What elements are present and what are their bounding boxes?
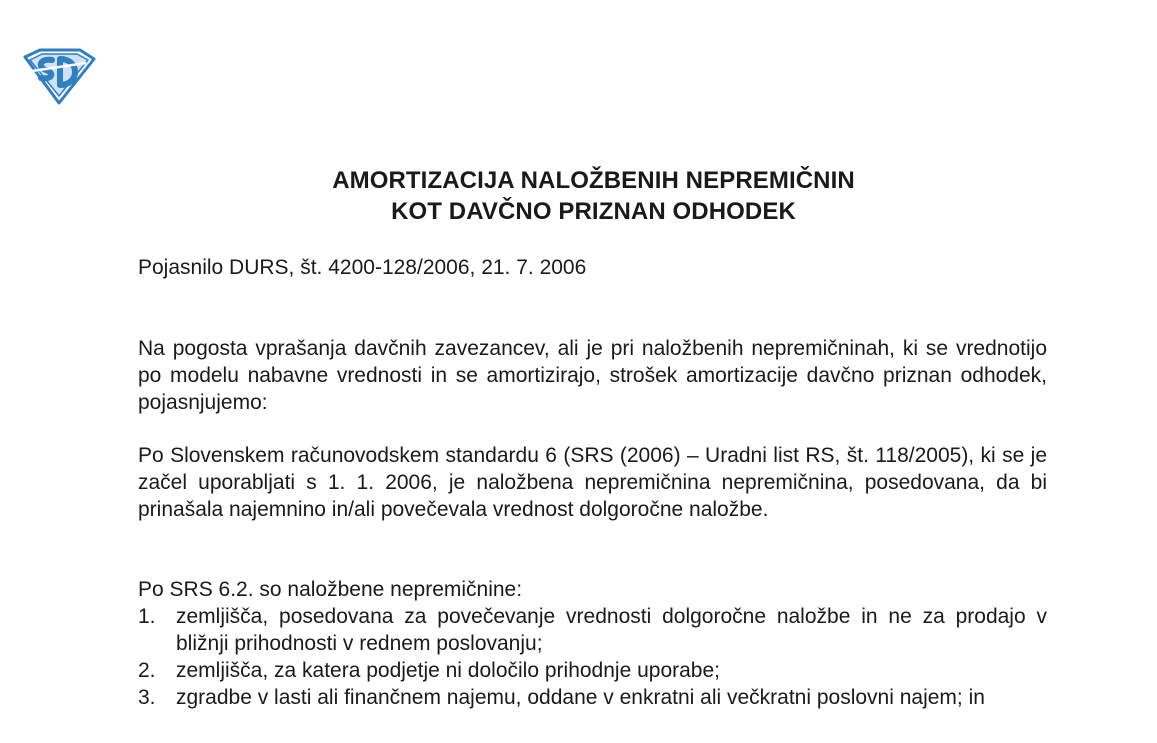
title-line-2: KOT DAVČNO PRIZNAN ODHODEK xyxy=(391,198,796,225)
paragraph-list-intro: Po SRS 6.2. so naložbene nepremičnine: xyxy=(138,578,523,601)
sd-logo-icon xyxy=(22,47,96,105)
paragraph-intro: Na pogosta vprašanja davčnih zavezancev, ali je pri naložbenih nepremičninah, ki se vrednotijo po modelu nabavne vrednosti in se amortizirajo, strošek amortizacije davčno priznan odhodek, pojasnjujemo: xyxy=(138,337,1047,414)
list-item-number: 2. xyxy=(138,659,156,682)
title-line-1: AMORTIZACIJA NALOŽBENIH NEPREMIČNIN xyxy=(332,167,855,194)
list-item-text: zemljišča, za katera podjetje ni določilo prihodnje uporabe; xyxy=(176,659,720,682)
paragraph-srs-definition: Po Slovenskem računovodskem standardu 6 (SRS (2006) – Uradni list RS, št. 118/2005), ki se je začel uporabljati s 1. 1. 2006, je naložbena nepremičnina nepremičnina, posedovana, da bi prinašala najemnino in/ali povečevala vrednost dolgoročne naložbe. xyxy=(138,444,1047,521)
document-reference: Pojasnilo DURS, št. 4200-128/2006, 21. 7. 2006 xyxy=(138,256,587,279)
document-title xyxy=(0,165,1157,227)
list-item xyxy=(138,684,1047,711)
list-item xyxy=(138,657,1047,684)
list-item-number: 1. xyxy=(138,605,156,628)
list-item-text: zemljišča, posedovana za povečevanje vrednosti dolgoročne naložbe in ne za prodajo v bližnji prihodnosti v rednem poslovanju; xyxy=(176,605,1047,655)
investment-property-list xyxy=(138,603,1047,711)
list-item-number: 3. xyxy=(138,686,156,709)
list-item-text: zgradbe v lasti ali finančnem najemu, oddane v enkratni ali večkratni poslovni najem; in xyxy=(176,686,985,709)
list-item xyxy=(138,603,1047,657)
